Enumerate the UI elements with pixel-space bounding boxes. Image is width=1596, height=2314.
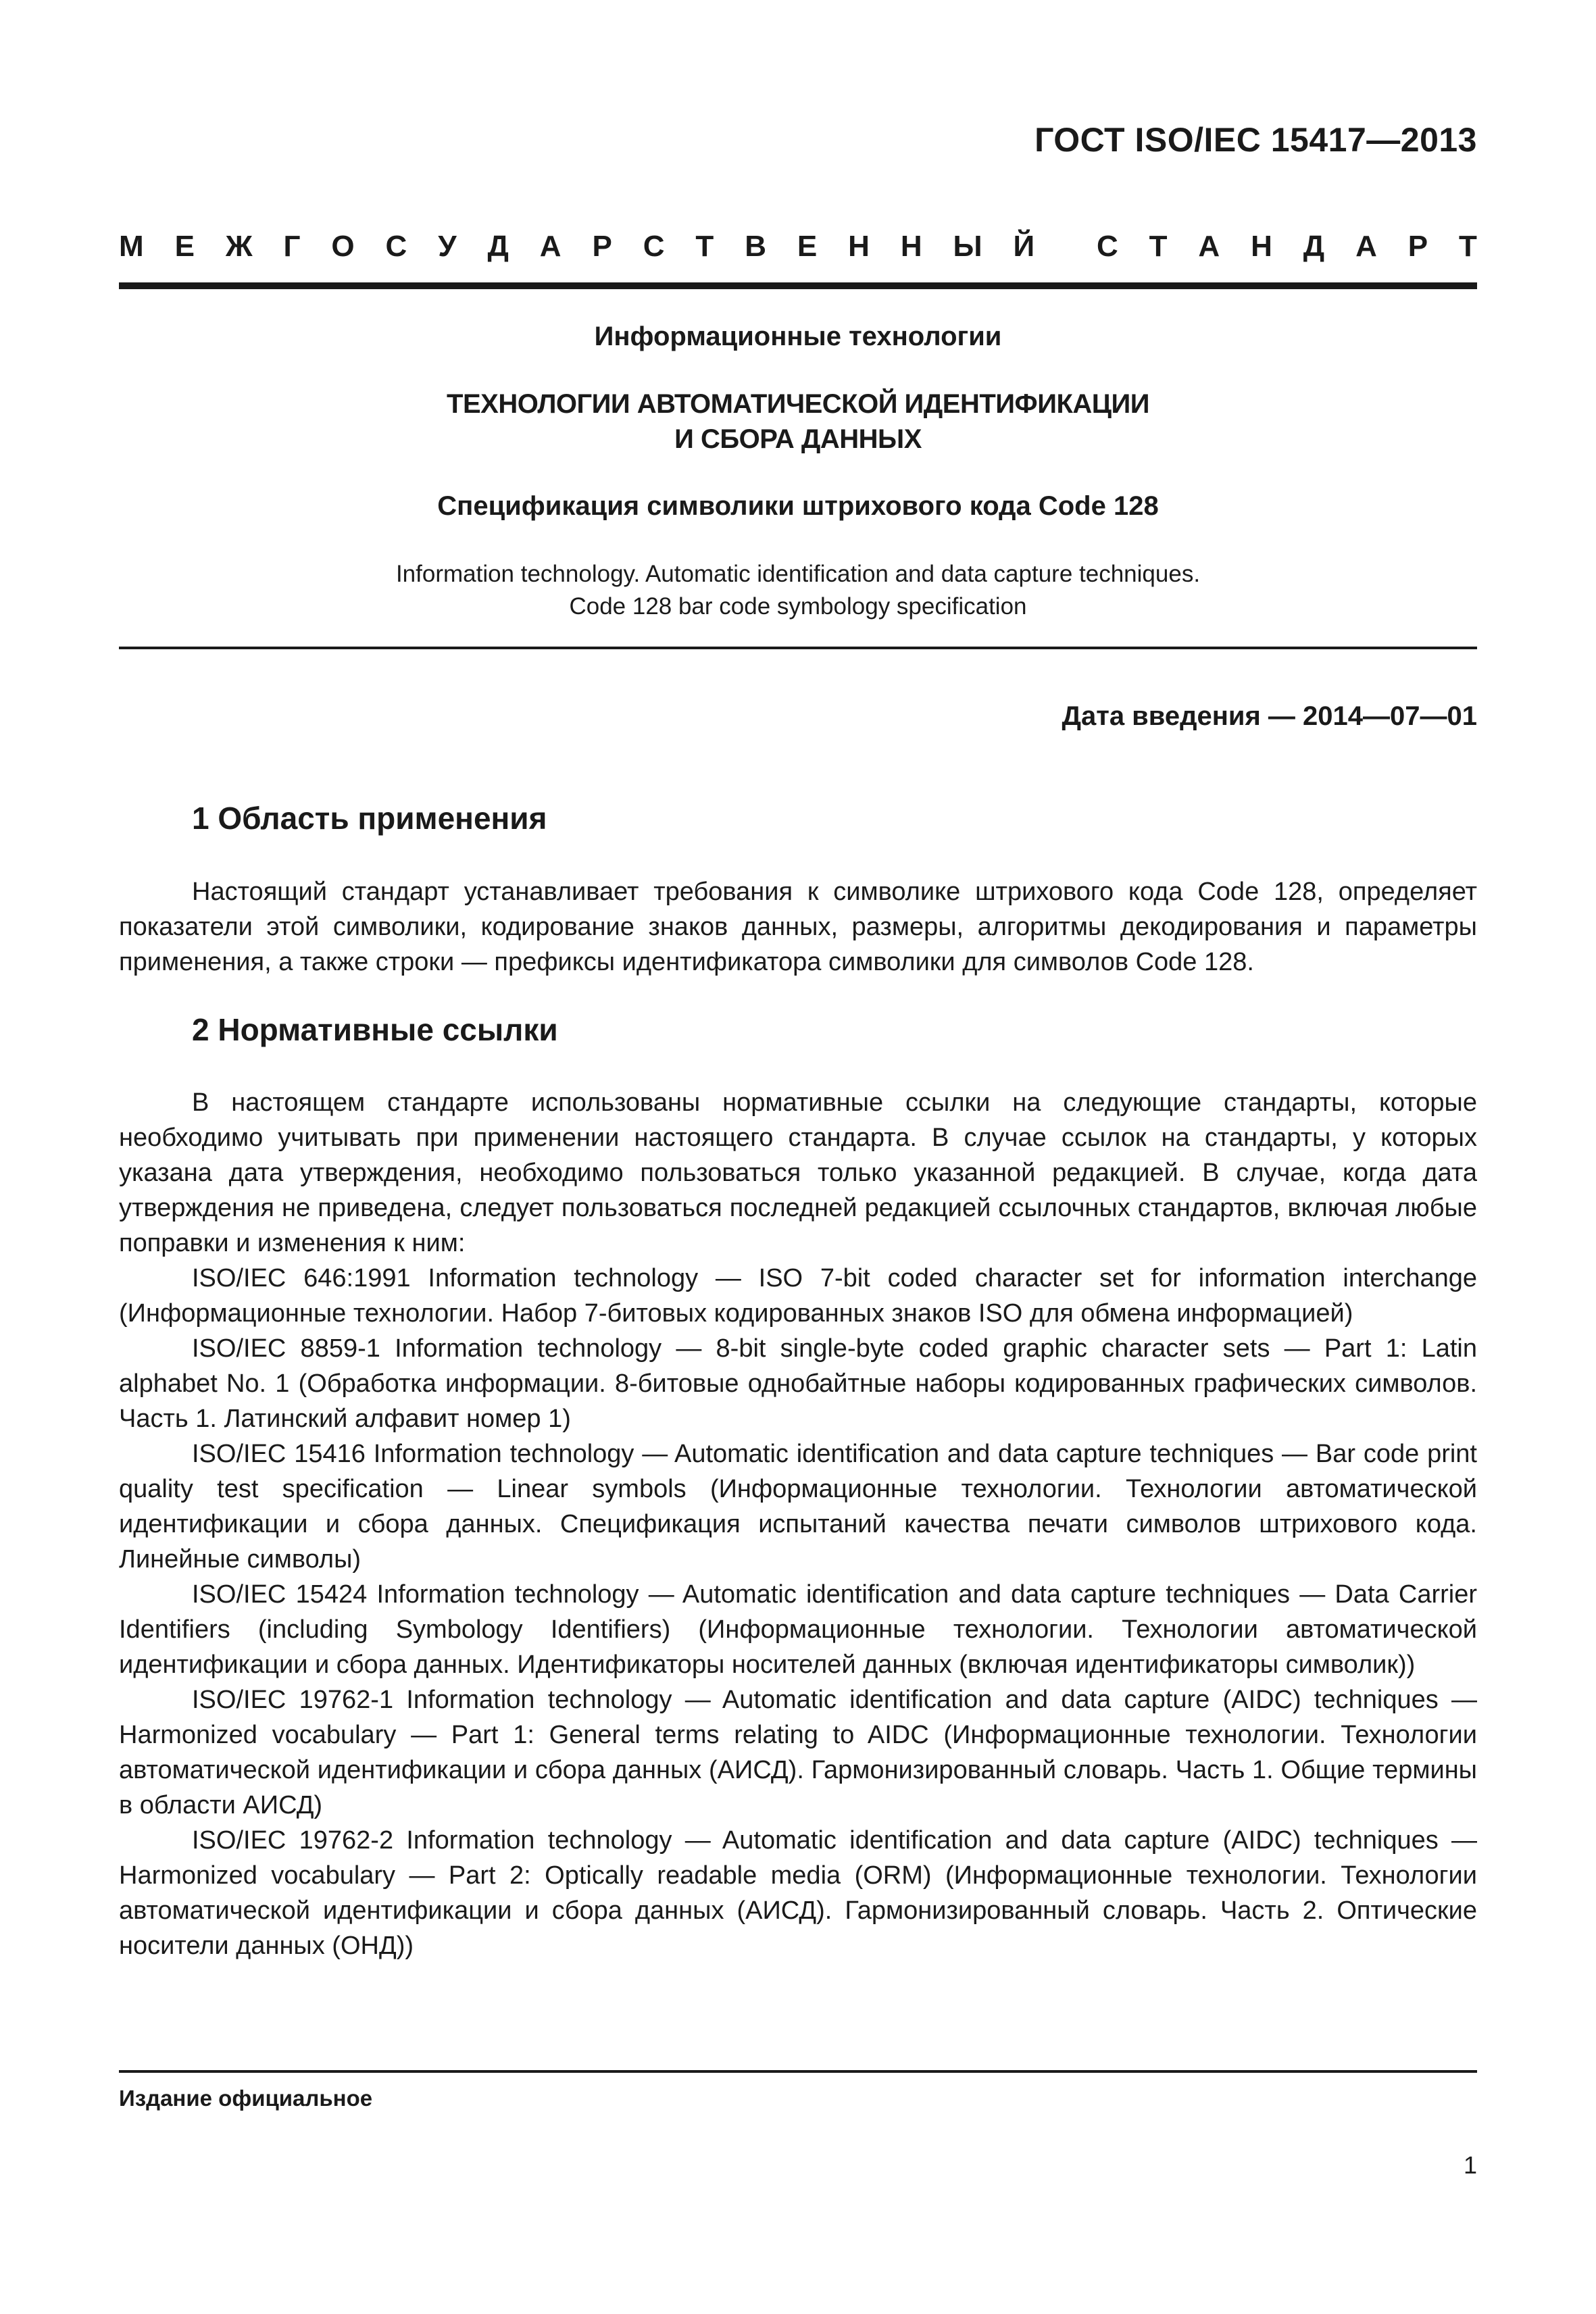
section-1-body	[119, 874, 1477, 980]
section-1-heading: 1 Область применения	[192, 801, 547, 836]
banner-letter: Д	[1303, 230, 1325, 263]
section-2-paragraph: В настоящем стандарте использованы нормативные ссылки на следующие стандарты, которые необходимо учитывать при применении настоящего стандарта. В случае ссылок на стандарты, у которых указана дата утверждения, необходимо пользоваться только указанной редакцией. В случае, когда дата утверждения не приведена, следует пользоваться последней редакцией ссылочных стандартов, включая любые поправки и изменения к ним:	[119, 1088, 1477, 1257]
banner-letter: Й	[1013, 230, 1035, 263]
banner-letter: А	[539, 230, 562, 263]
banner-letter: Е	[174, 230, 195, 263]
banner-letter: Е	[797, 230, 818, 263]
banner-letter: С	[1096, 230, 1118, 263]
banner-letter: А	[1198, 230, 1220, 263]
english-title-line-1: Information technology. Automatic identification and data capture techniques.	[395, 561, 1201, 587]
document-title	[119, 386, 1477, 457]
page-number: 1	[1463, 2151, 1477, 2179]
reference-item: ISO/IEC 15416 Information technology — Automatic identification and data capture techniques — Bar code print quality test specification — Linear symbols (Информационные технологии. Технологии автоматической идентификации и сбора данных. Спецификация испытаний качества печати символов штрихового кода. Линейные символы)	[119, 1440, 1477, 1574]
title-rule	[119, 647, 1477, 649]
banner-letter: С	[385, 230, 407, 263]
english-title	[119, 558, 1477, 623]
banner-letter: Т	[1149, 230, 1168, 263]
reference-item: ISO/IEC 19762-1 Information technology — Automatic identification and data capture (AIDC) techniques — Harmonized vocabulary — Part 1: General terms relating to AIDC (Информационные технологии. Технологии автоматической идентификации и сбора данных (АИСД). Гармонизированный словарь. Часть 1. Общие термины в области АИСД)	[119, 1686, 1477, 1819]
footer-rule	[119, 2070, 1477, 2073]
banner-letter: М	[119, 230, 144, 263]
banner-letter: О	[331, 230, 355, 263]
banner-letter: С	[643, 230, 665, 263]
effective-date: Дата введения — 2014—07—01	[1062, 701, 1477, 731]
section-2-heading: 2 Нормативные ссылки	[192, 1012, 558, 1047]
banner-letter: Н	[848, 230, 870, 263]
banner-letter: Н	[1251, 230, 1272, 263]
edition-note: Издание официальное	[119, 2086, 373, 2111]
section-1-paragraph: Настоящий стандарт устанавливает требования к символике штрихового кода Code 128, определяет показатели этой символики, кодирование знаков данных, размеры, алгоритмы декодирования и параметры применения, а также строки — префиксы идентификатора символики для символов Code 128.	[119, 878, 1477, 976]
banner-letter: Т	[1459, 230, 1477, 263]
banner-letter: Г	[283, 230, 301, 263]
banner-letter: А	[1355, 230, 1377, 263]
document-title-line-2: И СБОРА ДАННЫХ	[674, 424, 922, 454]
english-title-line-2: Code 128 bar code symbology specification	[569, 593, 1027, 620]
header-rule	[119, 282, 1477, 289]
banner-letter: Р	[1407, 230, 1428, 263]
banner-letter: Т	[695, 230, 714, 263]
banner-letter: Ы	[953, 230, 982, 263]
reference-item: ISO/IEC 8859-1 Information technology — 8-bit single-byte coded graphic character sets — Part 1: Latin alphabet No. 1 (Обработка информации. 8-битовые однобайтные наборы кодированных графических символов. Часть 1. Латинский алфавит номер 1)	[119, 1334, 1477, 1433]
banner-letter: Ж	[225, 230, 253, 263]
reference-item: ISO/IEC 646:1991 Information technology — ISO 7-bit coded character set for information interchange (Информационные технологии. Набор 7-битовых кодированных знаков ISO для обмена информацией)	[119, 1264, 1477, 1328]
document-subtitle: Спецификация символики штрихового кода Code 128	[437, 491, 1159, 521]
banner-letter: В	[745, 230, 766, 263]
banner-letter: Р	[592, 230, 612, 263]
standard-banner	[119, 230, 1477, 263]
document-id: ГОСТ ISO/IEC 15417—2013	[1034, 121, 1477, 159]
banner-letter: Д	[487, 230, 509, 263]
document-title-line-1: ТЕХНОЛОГИИ АВТОМАТИЧЕСКОЙ ИДЕНТИФИКАЦИИ	[447, 389, 1149, 419]
banner-letter: Н	[900, 230, 922, 263]
reference-item: ISO/IEC 19762-2 Information technology — Automatic identification and data capture (AIDC) techniques — Harmonized vocabulary — Part 2: Optically readable media (ORM) (Информационные технологии. Технологии автоматической идентификации и сбора данных (АИСД). Гармонизированный словарь. Часть 2. Оптические носители данных (ОНД))	[119, 1826, 1477, 1960]
section-2-body	[119, 1085, 1477, 1963]
banner-letter: У	[438, 230, 457, 263]
reference-item: ISO/IEC 15424 Information technology — Automatic identification and data capture techniques — Data Carrier Identifiers (including Symbology Identifiers) (Информационные технологии. Технологии автоматической идентификации и сбора данных. Идентификаторы носителей данных (включая идентификаторы символик))	[119, 1580, 1477, 1679]
series-title: Информационные технологии	[594, 322, 1002, 351]
